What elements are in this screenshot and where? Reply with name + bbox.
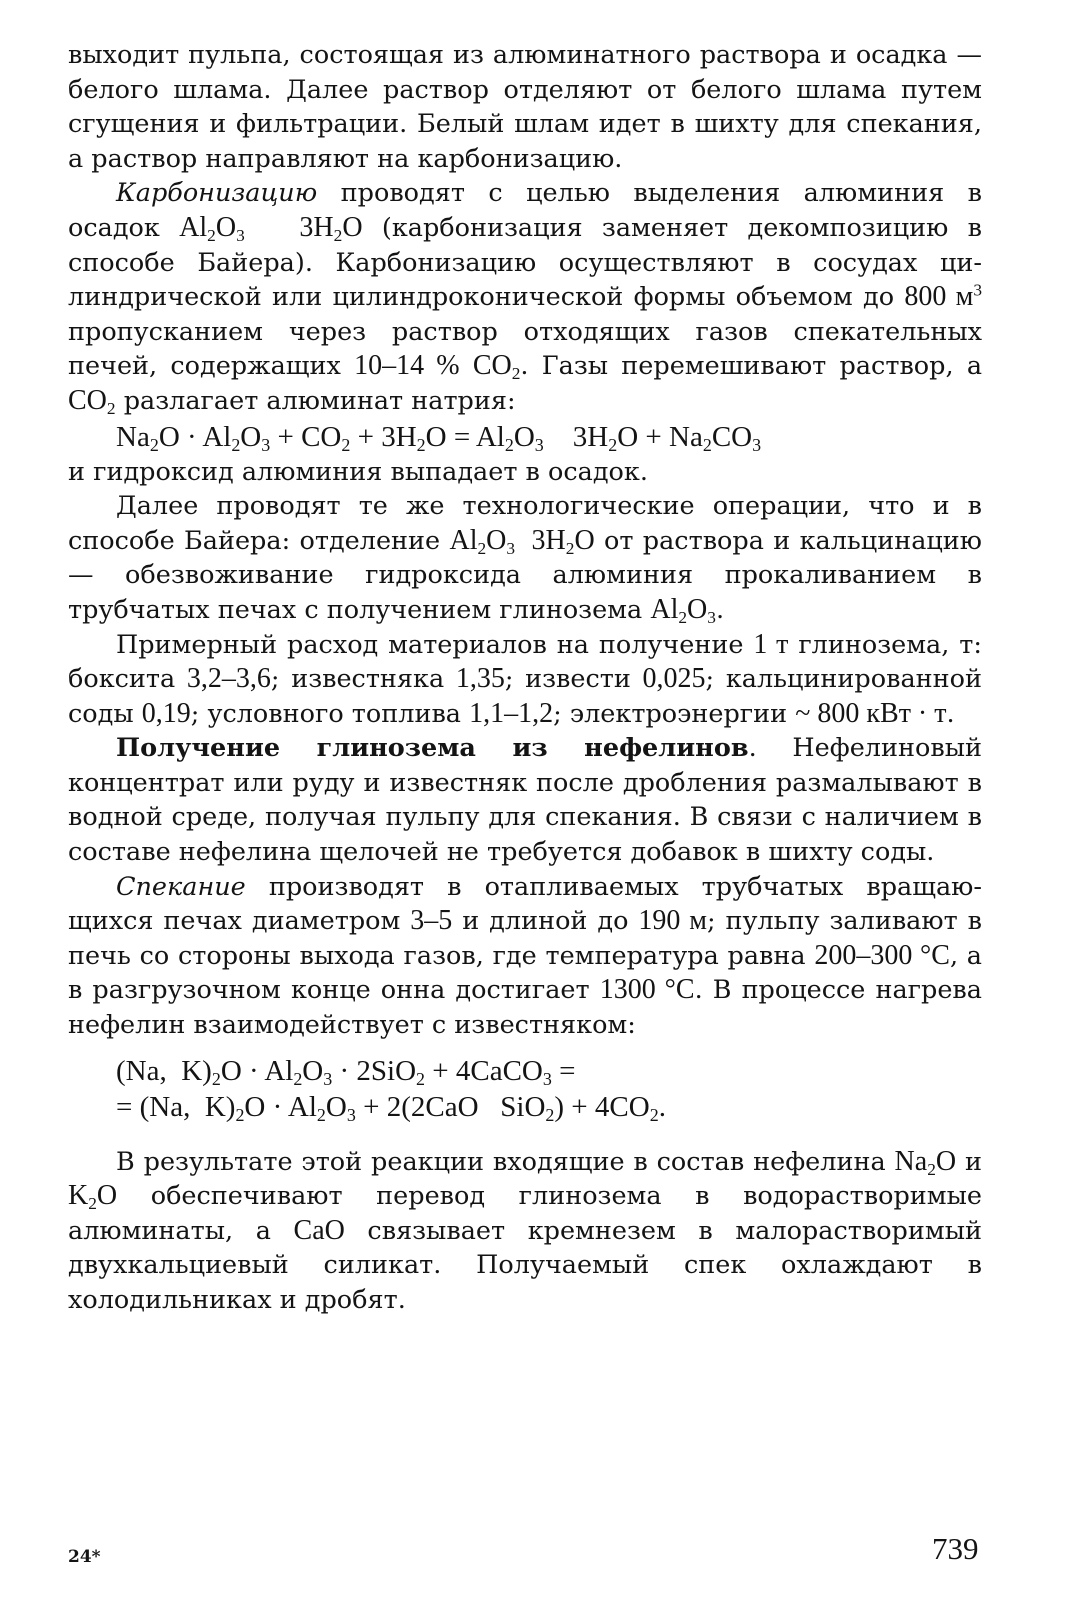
section-heading-nepheline: Получение глинозема из нефелинов xyxy=(116,733,749,764)
paragraph-precipitation: и гидроксид алюминия выпадает в осадок. xyxy=(68,456,648,487)
formula-line-2: = (Na, $K)_2O \cdot Al_2O_3 + 2(2CaO$ $SiO_2) + 4CO_2$. xyxy=(116,1090,666,1125)
formula-sodium-aluminate-decomposition: $Na_2O \cdot Al_2O_3 + CO_2 + 3H_2O = Al_2O_3$ $3H_2O + Na_2CO_3$ xyxy=(116,420,762,455)
paragraph-pulp-output: выходит пульпа, состоящая из алюминатного раствора и осадка — белого шлама. Далее раствор отделяют от белого шлама путем сгущения и фильтрации. Белый шлам идет в шихту для спекания, а раствор направляют на карбонизацию. xyxy=(68,40,982,174)
formula-nepheline-sintering xyxy=(68,1053,982,1125)
paragraph-reaction-result: В результате этой реакции входящие в состав нефелина $Na_2O$ и $K_2O$ обеспечивают перевод глинозема в водорастворимые алюминаты, а CaO связывает кремнезем в малорастворимый двухкальциевый силикат. Получаемый спек охлаждают в холодильниках и дробят. xyxy=(68,1145,982,1315)
page-number: 739 xyxy=(932,1531,979,1566)
page-body xyxy=(68,38,982,1318)
vessel-volume: 800 $м^3$ xyxy=(904,280,982,313)
formula-line-1: (Na, $K)_2O \cdot Al_2O_3 \cdot 2SiO_2$ + 4CaCO$_3$ = xyxy=(116,1054,576,1089)
paragraph-material-consumption: Примерный расход материалов на получение 1 т глинозема, т: боксита 3,2–3,6; известняка 1,35; извести 0,025; кальцинированной соды 0,19; условного топлива 1,1–1,2; электроэнергии ~ 800 кВт · т. xyxy=(68,628,983,729)
paragraph-nepheline-alumina: Получение глинозема из нефелинов. Нефелиновый концентрат или руду и известняк после дробления размалывают в водной среде, получая пульпу для спекания. В связи с наличием в составе нефелина щелочей не требуется добавок в шихту соды. xyxy=(68,733,982,868)
chem-aluminium-hydroxide: $Al_2O_3$ $3H_2O$ xyxy=(179,211,363,245)
signature-mark: 24* xyxy=(68,1547,101,1567)
term-carbonization: Карбонизацию xyxy=(116,178,318,209)
co2-percentage: 10–14 % xyxy=(354,350,460,382)
term-sintering: Спекание xyxy=(116,871,246,902)
paragraph-sintering: Спекание производят в отапливаемых трубчатых вращающихся печах диаметром 3–5 и длиной до 190 м; пульпу заливают в печь со стороны выхода газов, где температура равна 200–300 °С, а в разгрузочном конце онна достигает 1300 °С. В процессе нагрева нефелин взаимодействует с известняком: xyxy=(68,871,983,1041)
paragraph-carbonization: Карбонизацию проводят с целью выделения алюминия в осадок $Al_2O_3$ $3H_2O$ (карбонизация заменяет декомпозицию в способе Байера). Карбонизацию осуществляют в сосудах цилиндрической или цилиндроконической формы объемом до 800 $м^3$ пропусканием через раствор отходящих газов спекательных печей, содержащих 10–14 % $CO_2$. Газы перемешивают раствор, а $CO_2$ разлагает алюминат натрия: xyxy=(68,178,983,418)
paragraph-calcination: Далее проводят те же технологические операции, что и в способе Байера: отделение $Al_2O_3$ $3H_2O$ от раствора и кальцинацию — обезвоживание гидроксида алюминия прокаливанием в трубчатых печах с получением глинозема $Al_2O_3$. xyxy=(68,491,982,627)
